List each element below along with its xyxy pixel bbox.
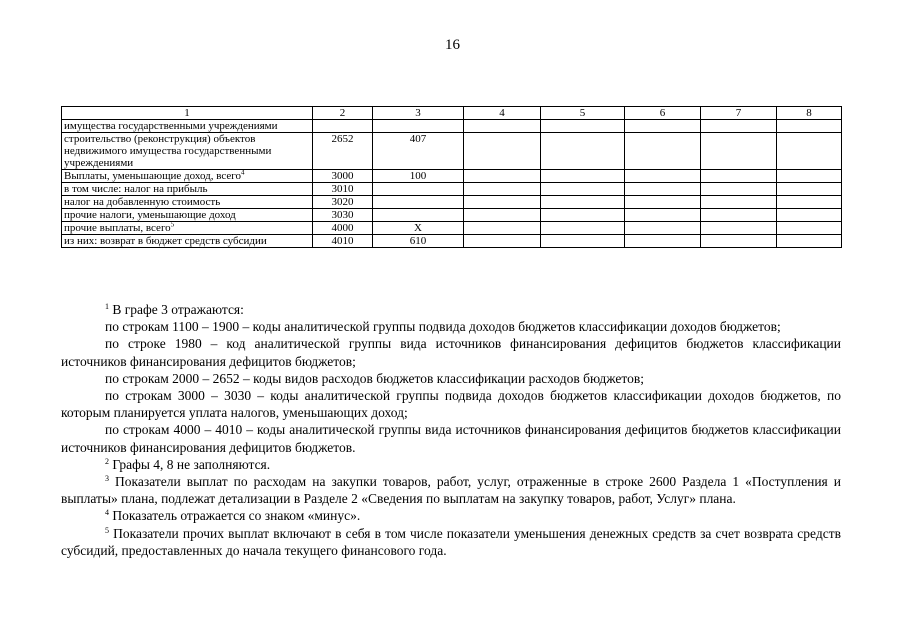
table-row [62,209,842,222]
empty-cell [777,183,842,196]
empty-cell [464,235,541,248]
row-column3-cell: 610 [373,235,464,248]
page-number: 16 [445,37,460,53]
row-column3-cell [373,209,464,222]
empty-cell [777,209,842,222]
footnote-text: Графы 4, 8 не заполняются. [109,456,271,472]
empty-cell [541,209,625,222]
footnotes [61,301,841,559]
empty-cell [625,183,701,196]
empty-cell [541,170,625,183]
empty-cell [541,235,625,248]
empty-cell [625,170,701,183]
column-header: 1 [62,107,313,120]
row-code-cell: 4000 [313,222,373,235]
empty-cell [701,209,777,222]
row-name: в том числе: налог на прибыль [64,183,208,195]
row-name-cell [62,120,313,133]
table-row [62,133,842,170]
empty-cell [625,235,701,248]
row-name: имущества государственными учреждениями [64,120,278,132]
row-column3-cell [373,120,464,133]
row-name: налог на добавленную стоимость [64,196,221,208]
empty-cell [701,196,777,209]
row-code-cell [313,120,373,133]
row-code-cell: 3020 [313,196,373,209]
empty-cell [464,120,541,133]
empty-cell [701,120,777,133]
note-paragraph: по строкам 1100 – 1900 – коды аналитической группы подвида доходов бюджетов классификации доходов бюджетов; [105,319,781,335]
footnote-marker: 5 [105,525,109,535]
footnote-text: Показатель отражается со знаком «минус». [109,508,361,524]
row-code-cell: 3010 [313,183,373,196]
note-paragraph: по строкам 2000 – 2652 – коды видов расходов бюджетов классификации расходов бюджетов; [105,370,644,386]
column-header: 2 [313,107,373,120]
row-name-cell [62,133,313,170]
footnote-5 [61,525,841,559]
empty-cell [777,170,842,183]
empty-cell [541,183,625,196]
note-paragraph: по строке 1980 – код аналитической группы вида источников финансирования дефицитов бюджетов классификации источников финансирования дефицитов бюджетов; [61,336,841,369]
empty-cell [464,170,541,183]
empty-cell [464,196,541,209]
empty-cell [777,120,842,133]
row-column3-cell: 100 [373,170,464,183]
footnote-3 [61,473,841,507]
table-row [62,222,842,235]
table-row [62,183,842,196]
column-header: 6 [625,107,701,120]
empty-cell [464,183,541,196]
table-row [62,196,842,209]
row-name-cell [62,235,313,248]
empty-cell [625,133,701,170]
table-row [62,235,842,248]
row-column3-cell [373,196,464,209]
row-code-cell: 3030 [313,209,373,222]
row-name: из них: возврат в бюджет средств субсидии [64,235,267,247]
row-footnote-marker: 5 [170,221,175,229]
empty-cell [464,133,541,170]
row-name: прочие налоги, уменьшающие доход [64,209,236,221]
budget-table [61,106,842,248]
empty-cell [701,170,777,183]
column-header: 8 [777,107,842,120]
empty-cell [541,120,625,133]
footnote-text: Показатели прочих выплат включают в себя в том числе показатели уменьшения денежных средств за счет возврата средств субсидий, предоставленных до начала текущего финансового года. [61,525,841,558]
empty-cell [541,133,625,170]
empty-cell [541,222,625,235]
column-header: 5 [541,107,625,120]
footnote-marker: 1 [105,302,109,311]
empty-cell [777,235,842,248]
empty-cell [625,209,701,222]
empty-cell [625,222,701,235]
row-column3-cell: Х [373,222,464,235]
row-name-cell [62,209,313,222]
row-name-cell [62,196,313,209]
row-name-cell [62,170,313,183]
empty-cell [701,133,777,170]
empty-cell [464,222,541,235]
table-row [62,170,842,183]
empty-cell [625,196,701,209]
row-name: строительство (реконструкция) объектов недвижимого имущества государственными учреждениями [64,133,272,169]
empty-cell [464,209,541,222]
empty-cell [777,222,842,235]
empty-cell [777,196,842,209]
footnote-2 [61,456,841,473]
column-header: 4 [464,107,541,120]
table-row [62,120,842,133]
row-code-cell: 2652 [313,133,373,170]
footnote-text: Показатели выплат по расходам на закупки товаров, работ, услуг, отраженные в строке 2600 Раздела 1 «Поступления и выплаты» плана, подлежат детализации в Разделе 2 «Сведения по выплатам на закупку товаров, работ, Услуг» плана. [61,474,841,507]
column-header: 7 [701,107,777,120]
footnote-marker: 3 [105,474,109,484]
row-column3-cell [373,183,464,196]
footnote-marker: 2 [105,456,109,466]
row-name-cell [62,183,313,196]
note-paragraph: по строкам 3000 – 3030 – коды аналитической группы подвида доходов бюджетов классификации доходов бюджетов, по которым планируется уплата налогов, уменьшающих доход; [61,388,841,421]
empty-cell [625,120,701,133]
row-footnote-marker: 4 [241,169,245,177]
footnote-marker: 4 [105,508,109,518]
empty-cell [701,235,777,248]
row-name: Выплаты, уменьшающие доход, всего [64,170,242,182]
footnote-4 [61,507,841,524]
empty-cell [541,196,625,209]
empty-cell [701,183,777,196]
row-column3-cell: 407 [373,133,464,170]
note-paragraph: по строкам 4000 – 4010 – коды аналитической группы вида источников финансирования дефицитов бюджетов классификации источников финансирования дефицитов бюджетов. [61,422,841,455]
column-header: 3 [373,107,464,120]
empty-cell [701,222,777,235]
row-code-cell: 4010 [313,235,373,248]
footnote-1 [61,301,841,318]
empty-cell [777,133,842,170]
row-name: прочие выплаты, всего [64,222,171,234]
row-name-cell [62,222,313,235]
table-header-row [62,107,842,120]
row-code-cell: 3000 [313,170,373,183]
footnote-text: В графе 3 отражаются: [109,302,244,317]
